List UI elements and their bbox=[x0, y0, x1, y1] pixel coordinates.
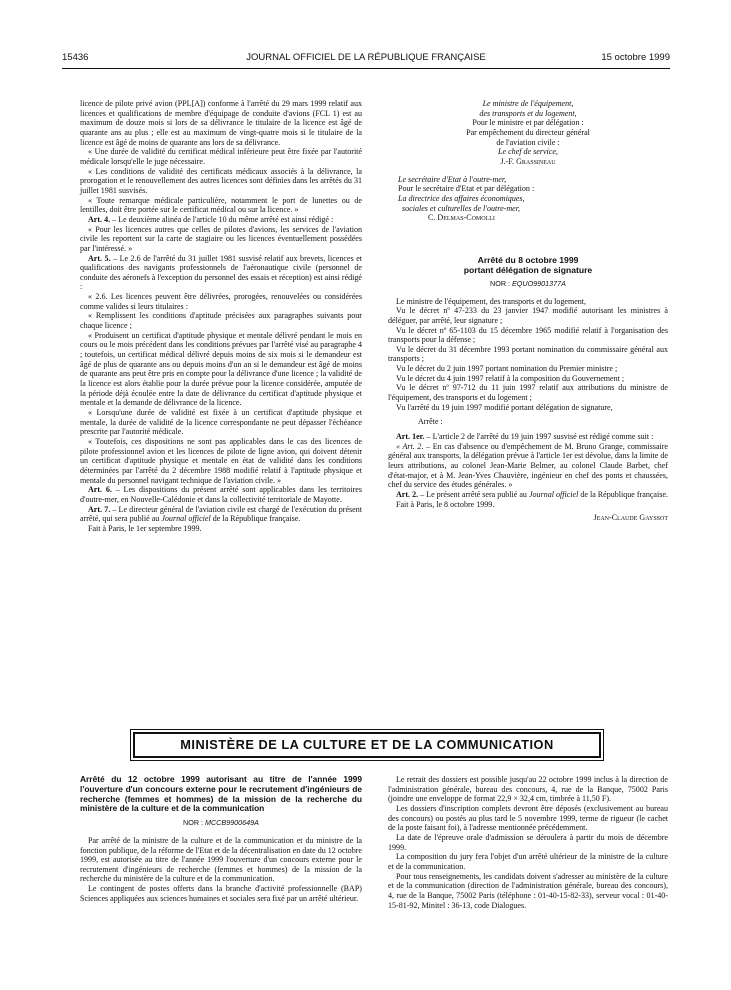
paragraph: Le retrait des dossiers est possible jusqu'au 22 octobre 1999 inclus à la direction de l'administration générale, bureau des concours, 4, rue de la Banque, 75002 Paris (joindre une enveloppe de format 22,9 × 32,4 cm, timbrée à 11,50 F). bbox=[388, 775, 668, 804]
paragraph: Pour tous renseignements, les candidats doivent s'adresser au ministère de la culture et de la communication (direction de l'administration générale, bureau des concours), 4, rue de la Banque, 75002 Paris (téléphone : 01-40-15-82-33), serveur vocal : 01-40-15-81-92, Minitel : 36-13, code Dialogues. bbox=[388, 871, 668, 910]
page-header bbox=[62, 52, 670, 69]
decree-title: Arrêté du 8 octobre 1999 portant délégation de signature bbox=[463, 254, 593, 275]
paragraph: « Toute remarque médicale particulière, notamment le port de lunettes ou de lentilles, doit être portée sur le certificat médical ou sur la licence. » bbox=[80, 195, 362, 215]
paragraph: « Une durée de validité du certificat médical inférieure peut être fixée par l'autorité médicale lorsqu'elle le juge nécessaire. bbox=[80, 147, 362, 166]
page-number: 15436 bbox=[62, 52, 89, 63]
article-6: Art. 6. – Les dispositions du présent arrêté sont applicables dans les territoires d'outre-mer, en Nouvelle-Calédonie et dans la collectivité territoriale de Mayotte. bbox=[80, 485, 362, 504]
right-column-top bbox=[388, 99, 668, 523]
paragraph: Vu le décret du 4 juin 1997 relatif à la composition du Gouvernement ; bbox=[396, 373, 625, 383]
paragraph: Le ministre de l'équipement, des transports et du logement, bbox=[396, 296, 587, 306]
article-label: Art. 1er. bbox=[396, 432, 425, 442]
article-quote: « Art. 2. – En cas d'absence ou d'empêchement de M. Bruno Grange, commissaire général aux transports, la délégation prévue à l'article 1er est dévolue, dans la limite de leurs attributions, au colonel Jean-Marie Belmer, au colonel Claude Barbet, chef d'état-major, et à M. Jean-Yves Chauvière, ingénieur en chef des ponts et chaussées, chef du service des études générales. » bbox=[388, 441, 668, 490]
signer-name: C. Delmas-Comolli bbox=[428, 213, 495, 223]
right-column-bottom bbox=[388, 775, 668, 910]
arrete-heading: Arrête : bbox=[418, 417, 443, 427]
paragraph: licence de pilote privé avion (PPL[A]) conforme à l'arrêté du 29 mars 1999 relatif aux licences et qualifications de membre d'équipage de conduite d'avions (FCL 1) est au maximum de douze mois si lors de sa délivrance le titulaire de la licence est âgé de quarante ans au plus ; elle est au maximum de vingt-quatre mois si le titulaire de la licence est âgé de moins de quarante ans lors de sa délivrance. bbox=[80, 99, 362, 147]
paragraph: « 2.6. Les licences peuvent être délivrées, prorogées, renouvelées ou considérées comme valides si leurs titulaires : bbox=[80, 292, 362, 311]
decree-title: Arrêté du 12 octobre 1999 autorisant au titre de l'année 1999 l'ouverture d'un concours externe pour le recrutement d'ingénieurs de recherche (femmes et hommes) de la mission de la recherche du ministère de la culture et de la communication bbox=[80, 774, 362, 814]
signature-block-minister: Le ministre de l'équipement, des transports et du logement, Pour le ministre et par délégation : Par empêchement du directeur général de l'aviation civile : Le chef de service, J.-F. Grassineau bbox=[388, 99, 668, 167]
left-column-top bbox=[80, 99, 362, 534]
signature-block-secretary: Le secrétaire d'Etat à l'outre-mer, Pour le secrétaire d'Etat et par délégation : La directrice des affaires économiques, sociales et culturelles de l'outre-mer, C. Delmas-Comolli bbox=[388, 175, 668, 223]
paragraph: Vu le décret du 2 juin 1997 portant nomination du Premier ministre ; bbox=[396, 364, 618, 374]
paragraph: « Lorsqu'une durée de validité est fixée à un certificat d'aptitude physique et mentale, la durée de validité de la licence correspondante ne peut dépasser l'échéance prescrite par l'autorité médicale. bbox=[80, 408, 362, 437]
paragraph: « Remplissent les conditions d'aptitude précisées aux paragraphes suivants pour chaque licence ; bbox=[80, 311, 362, 331]
paragraph: « Toutefois, ces dispositions ne sont pas applicables dans le cas des licences de pilote professionnel avion et les licences de pilote de ligne avion, qui doivent détenir un certificat d'aptitude physique et mentale en état de validité dans les conditions déterminées par l'arrêté du 2 décembre 1988 modifié relatif à l'aptitude physique et mentale du personnel navigant technique de l'aviation civile. » bbox=[80, 436, 362, 485]
article-label: Art. 4. bbox=[88, 214, 111, 224]
paragraph: Les dossiers d'inscription complets devront être déposés (exclusivement au bureau des concours) ou postés au plus tard le 5 novembre 1999, terme de rigueur (le cachet de la poste faisant foi), à l'adresse mentionnée précédemment. bbox=[388, 803, 668, 833]
article-7: Art. 7. – Le directeur général de l'aviation civile est chargé de l'exécution du présent arrêté, qui sera publié au Journal officiel de la République française. bbox=[80, 504, 362, 524]
signer-name: Jean-Claude Gayssot bbox=[593, 513, 668, 523]
paragraph: La composition du jury fera l'objet d'un arrêté ultérieur de la ministre de la culture et de la communication. bbox=[388, 852, 668, 871]
article-label: Art. 6. bbox=[88, 485, 112, 495]
paragraph: Par arrêté de la ministre de la culture et de la communication et du ministre de la fonction publique, de la réforme de l'Etat et de la décentralisation en date du 12 octobre 1999, est autorisée au titre de l'année 1999 l'ouverture d'un concours externe pour le recrutement d'ingénieurs de recherche (femmes et hommes) de la mission de la recherche du ministère de la culture et de la communication. bbox=[80, 835, 362, 884]
paragraph: La date de l'épreuve orale d'admission se déroulera à partir du mois de décembre 1999. bbox=[388, 832, 668, 852]
article-label: Art. 5. bbox=[88, 253, 111, 263]
paragraph: Vu l'arrêté du 19 juin 1997 modifié portant délégation de signature, bbox=[396, 402, 613, 412]
article-5: Art. 5. – Le 2.6 de l'arrêté du 31 juillet 1981 susvisé relatif aux brevets, licences et qualifications des navigants professionnels de l'aéronautique civile (personnel de conduite des aéronefs à l'exception du personnel des essais et réception) est ainsi rédigé : bbox=[80, 253, 362, 292]
left-column-bottom bbox=[80, 775, 362, 903]
article-4: Art. 4. – Le deuxième alinéa de l'article 10 du même arrêté est ainsi rédigé : bbox=[88, 214, 334, 224]
article-label: Art. 7. bbox=[88, 504, 111, 514]
signer-name: J.-F. Grassineau bbox=[500, 156, 556, 166]
paragraph: Vu le décret nº 47-233 du 23 janvier 1947 modifié autorisant les ministres à déléguer, par arrêté, leur signature ; bbox=[388, 306, 668, 325]
article-label: Art. 2. bbox=[396, 490, 419, 499]
ministry-banner: MINISTÈRE DE LA CULTURE ET DE LA COMMUNICATION bbox=[133, 732, 601, 758]
fait-a-paris: Fait à Paris, le 8 octobre 1999. bbox=[396, 499, 495, 509]
fait-a-paris: Fait à Paris, le 1er septembre 1999. bbox=[88, 523, 202, 533]
paragraph: Vu le décret du 31 décembre 1993 portant nomination du commissaire général aux transports ; bbox=[388, 344, 668, 364]
nor-reference: NOR : MCCB9900649A bbox=[183, 818, 259, 828]
paragraph: « Produisent un certificat d'aptitude physique et mentale délivré pendant le mois en cours ou le mois précédent dans les conditions prévues par l'arrêté visé au paragraphe 4 ; toutefois, un certificat médical délivré depuis moins de six mois si le demandeur est âgé de plus de quarante ans ou depuis moins d'un an si le demandeur est âgé de moins de quarante ans peut être pris en compte pour la délivrance d'une licence ; la validité de la licence est alors établie pour la durée prévue pour la licence considérée, amputée de la période déjà écoulée entre la date de délivrance du certificat d'aptitude physique et mentale et la demande de délivrance de la licence. bbox=[80, 330, 362, 408]
nor-reference: NOR : EQUO9901377A bbox=[490, 278, 566, 288]
article-2: Art. 2. – Le présent arrêté sera publié au Journal officiel de la République française. bbox=[396, 490, 668, 499]
issue-date: 15 octobre 1999 bbox=[601, 52, 670, 63]
paragraph: Le contingent de postes offerts dans la branche d'activité professionnelle (BAP) Sciences appliquées aux sciences humaines et sociales sera fixé par un arrêté ultérieur. bbox=[80, 884, 362, 903]
paragraph: Vu le décret nº 97-712 du 11 juin 1997 relatif aux attributions du ministre de l'équipement, des transports et du logement ; bbox=[388, 383, 668, 403]
paragraph: Vu le décret nº 65-1103 du 15 décembre 1965 modifié relatif à l'organisation des transports pour la défense ; bbox=[388, 325, 668, 345]
paragraph: « Pour les licences autres que celles de pilotes d'avions, les services de l'aviation civile les reportent sur la carte de stagiaire ou les licences éventuellement possédées par l'intéressé. » bbox=[80, 224, 362, 253]
paragraph: « Les conditions de validité des certificats médicaux associés à la délivrance, la prorogation et le renouvellement des autres licences sont définies dans les arrêtés du 31 juillet 1981 susvisés. bbox=[80, 166, 362, 195]
journal-title: JOURNAL OFFICIEL DE LA RÉPUBLIQUE FRANÇAISE bbox=[246, 52, 486, 63]
article-1: Art. 1er. – L'article 2 de l'arrêté du 19 juin 1997 susvisé est rédigé comme suit : bbox=[396, 432, 654, 442]
